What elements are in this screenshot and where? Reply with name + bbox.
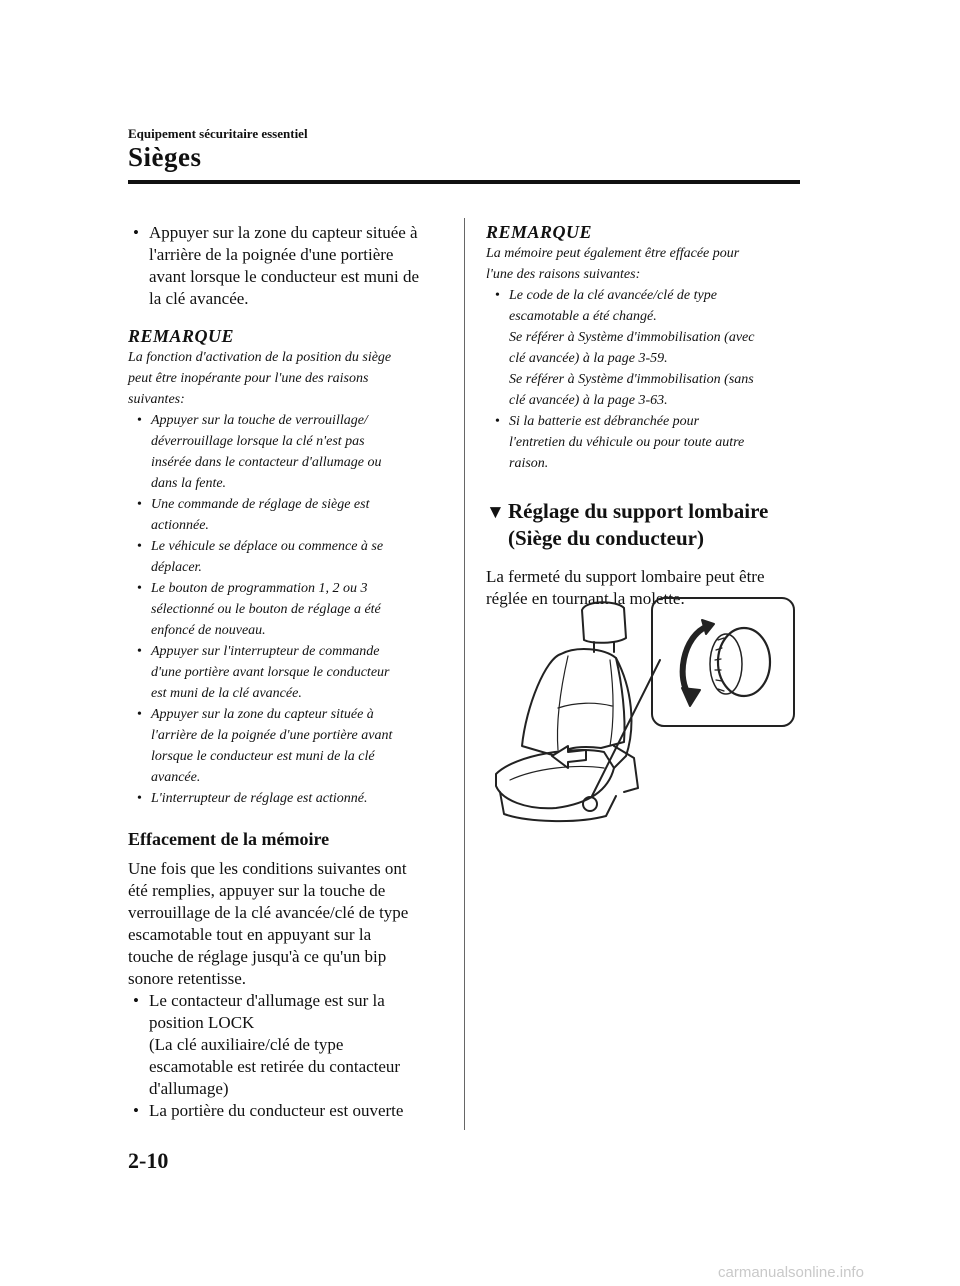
text-line: Une commande de réglage de siège est xyxy=(151,497,370,512)
list-item xyxy=(128,410,446,494)
list-item xyxy=(128,704,446,788)
erase-memory-section xyxy=(128,829,446,1122)
text-line: suivantes: xyxy=(128,392,185,407)
lumbar-dial-location xyxy=(583,797,597,811)
text-line: Se référer à Système d'immobilisation (sans xyxy=(509,372,754,387)
text-line: été remplies, appuyer sur la touche de xyxy=(128,881,386,900)
seat-back xyxy=(522,649,625,756)
bullet-icon: • xyxy=(137,581,142,596)
text-line: (Siège du conducteur) xyxy=(508,526,704,550)
seat-back-seam xyxy=(557,656,568,750)
seat-back-seam xyxy=(558,703,612,708)
text-line: Si la batterie est débranchée pour xyxy=(509,414,700,429)
bullet-icon: • xyxy=(137,707,142,722)
text-line: insérée dans le contacteur d'allumage ou xyxy=(151,455,382,470)
text-line: touche de réglage jusqu'à ce qu'un bip xyxy=(128,947,387,966)
text-line: position LOCK xyxy=(149,1013,255,1032)
headrest xyxy=(582,602,626,643)
bullet-icon: • xyxy=(133,1101,139,1120)
intro-bullet-list xyxy=(128,222,446,310)
note-intro xyxy=(486,243,804,285)
text-line: Appuyer sur la touche de verrouillage/ xyxy=(151,413,368,428)
bullet-icon: • xyxy=(137,539,142,554)
text-line: Le contacteur d'allumage est sur la xyxy=(149,991,385,1010)
text-line: sonore retentisse. xyxy=(128,969,247,988)
text-line: sélectionné ou le bouton de réglage a été xyxy=(151,602,381,617)
section-label: Equipement sécuritaire essentiel xyxy=(128,126,308,141)
text-line: enfoncé de nouveau. xyxy=(151,623,266,638)
text-line: actionnée. xyxy=(151,518,209,533)
page-number: 2-10 xyxy=(128,1148,169,1173)
note-title: REMARQUE xyxy=(486,222,593,242)
text-line: L'interrupteur de réglage est actionné. xyxy=(151,791,368,806)
watermark: carmanualsonline.info xyxy=(718,1264,864,1281)
text-line: Appuyer sur la zone du capteur située à xyxy=(151,707,374,722)
seat-back-seam xyxy=(610,660,613,746)
text-line: La mémoire peut également être effacée pour xyxy=(486,246,740,261)
text-line: Le véhicule se déplace ou commence à se xyxy=(151,539,384,554)
column-divider xyxy=(464,218,465,1130)
text-line: Le bouton de programmation 1, 2 ou 3 xyxy=(151,581,368,596)
text-line: peut être inopérante pour l'une des raisons xyxy=(128,371,369,386)
text-line: déverrouillage lorsque la clé n'est pas xyxy=(151,434,365,449)
list-item xyxy=(128,222,446,310)
header-rule xyxy=(128,180,800,184)
list-item xyxy=(128,788,446,809)
text-line: clé avancée) à la page 3-63. xyxy=(509,393,668,408)
bullet-icon: • xyxy=(137,413,142,428)
bullet-icon: • xyxy=(133,223,139,242)
text-line: escamotable tout en appuyant sur la xyxy=(128,925,372,944)
section-heading xyxy=(486,498,804,552)
text-line: escamotable est retirée du contacteur xyxy=(149,1057,401,1076)
bullet-icon: • xyxy=(495,288,500,303)
text-line: d'une portière avant lorsque le conducteur xyxy=(151,665,390,680)
section-heading: Effacement de la mémoire xyxy=(128,829,330,849)
text-line: La fermeté du support lombaire peut être xyxy=(486,567,765,586)
note-box-activation xyxy=(128,326,446,809)
rotation-arrowhead xyxy=(702,620,714,634)
text-line: Une fois que les conditions suivantes ont xyxy=(128,859,407,878)
list-item xyxy=(486,411,804,474)
lumbar-section xyxy=(486,498,804,610)
text-line: lorsque le conducteur est muni de la clé xyxy=(151,749,375,764)
seat-base xyxy=(500,792,616,821)
text-line: escamotable a été changé. xyxy=(509,309,657,324)
text-line: Appuyer sur l'interrupteur de commande xyxy=(151,644,380,659)
list-item xyxy=(486,285,804,411)
text-line: clé avancée) à la page 3-59. xyxy=(509,351,668,366)
text-line: l'entretien du véhicule ou pour toute autre xyxy=(509,435,745,450)
recline-lever xyxy=(614,746,638,792)
list-item xyxy=(128,1100,446,1122)
text-line: dans la fente. xyxy=(151,476,227,491)
bullet-icon: • xyxy=(137,497,142,512)
list-item xyxy=(128,494,446,536)
text-line: est muni de la clé avancée. xyxy=(151,686,302,701)
text-line: l'arrière de la poignée d'une portière avant xyxy=(151,728,393,743)
list-item xyxy=(128,578,446,641)
text-line: déplacer. xyxy=(151,560,202,575)
text-line: verrouillage de la clé avancée/clé de type xyxy=(128,903,409,922)
seat-cushion-seam xyxy=(510,767,604,781)
rotation-arrowhead xyxy=(682,688,700,706)
lumbar-dial-icon xyxy=(718,628,770,696)
text-line: l'arrière de la poignée d'une portière xyxy=(149,245,394,264)
triangle-down-icon: ▼ xyxy=(486,502,505,523)
text-line: réglée en tournant la molette. xyxy=(486,589,685,608)
list-item xyxy=(128,536,446,578)
dial-detail-inset xyxy=(652,598,794,726)
note-intro xyxy=(128,347,446,410)
text-line: raison. xyxy=(509,456,549,471)
text-line: Appuyer sur la zone du capteur située à xyxy=(149,223,418,242)
left-column xyxy=(128,222,446,1122)
rotation-arrow-icon xyxy=(683,626,708,696)
text-line: La portière du conducteur est ouverte xyxy=(149,1101,404,1120)
conditions-list xyxy=(128,990,446,1122)
paragraph xyxy=(128,858,446,990)
text-line: l'une des raisons suivantes: xyxy=(486,267,641,282)
text-line: Se référer à Système d'immobilisation (avec xyxy=(509,330,755,345)
text-line: la clé avancée. xyxy=(149,289,249,308)
list-item xyxy=(128,990,446,1100)
note-list xyxy=(128,410,446,809)
text-line: d'allumage) xyxy=(149,1079,229,1098)
note-title: REMARQUE xyxy=(128,326,235,346)
text-line: avancée. xyxy=(151,770,201,785)
note-list xyxy=(486,285,804,474)
text-line: Réglage du support lombaire xyxy=(508,499,769,523)
text-line: Le code de la clé avancée/clé de type xyxy=(509,288,717,303)
text-line: avant lorsque le conducteur est muni de xyxy=(149,267,420,286)
seat-lumbar-illustration xyxy=(486,596,798,832)
page-title: Sièges xyxy=(128,142,202,172)
bullet-icon: • xyxy=(495,414,500,429)
bullet-icon: • xyxy=(137,644,142,659)
list-item xyxy=(128,641,446,704)
right-column xyxy=(486,222,804,610)
text-line: La fonction d'activation de la position du siège xyxy=(128,350,392,365)
bullet-icon: • xyxy=(133,991,139,1010)
note-box-memory xyxy=(486,222,804,474)
text-line: (La clé auxiliaire/clé de type xyxy=(149,1035,344,1054)
bullet-icon: • xyxy=(137,791,142,806)
